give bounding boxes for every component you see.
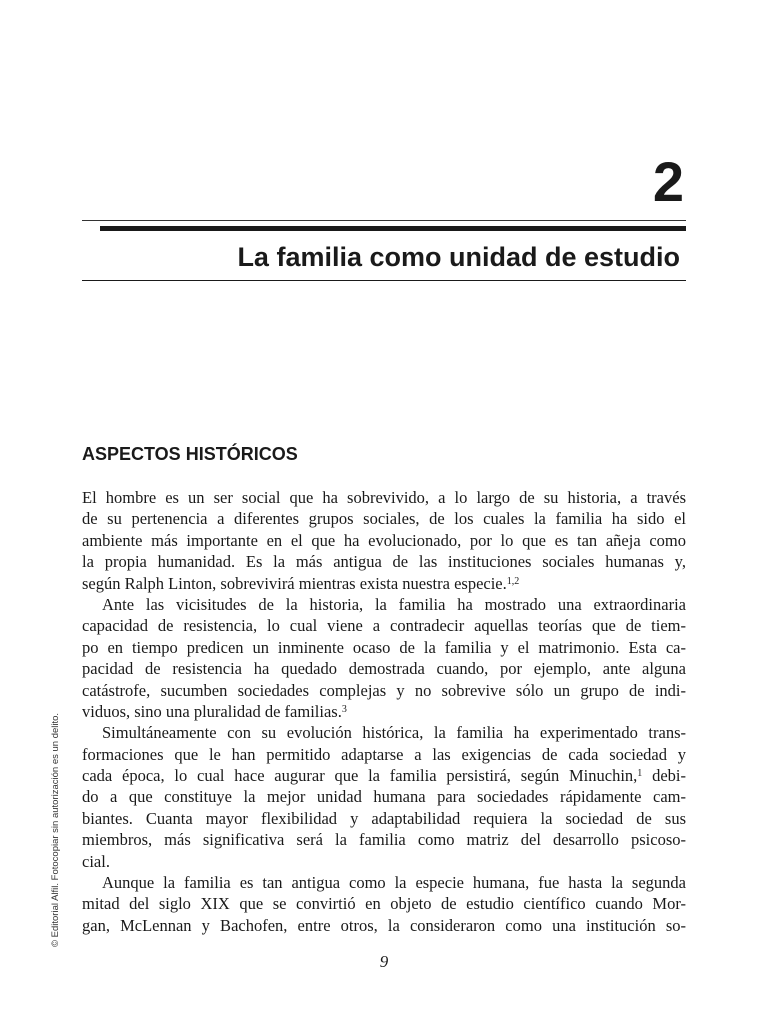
footnote-ref: 3 xyxy=(341,703,347,715)
text-line: mitad del siglo XIX que se convirtió en objeto de estudio científico cuando Mor- xyxy=(82,894,686,914)
header-rule-thick xyxy=(100,226,686,231)
text-line: cada época, lo cual hace augurar que la familia persistirá, según Minuchin,$^1$ debi- xyxy=(82,766,686,786)
text-line: Simultáneamente con su evolución histórica, la familia ha experimentado trans- xyxy=(102,723,686,743)
text-line: pacidad de resistencia ha quedado demostrada cuando, por ejemplo, ante alguna xyxy=(82,659,686,679)
text-line: viduos, sino una pluralidad de familias.$^3$ xyxy=(82,701,347,721)
section-heading: ASPECTOS HISTÓRICOS xyxy=(82,444,298,464)
text-line: catástrofe, sucumben sociedades complejas y no sobrevive sólo un grupo de indi- xyxy=(82,680,686,700)
text-line: Aunque la familia es tan antigua como la especie humana, fue hasta la segunda xyxy=(102,873,686,893)
text-line: la propia humanidad. Es la más antigua de las instituciones sociales humanas y, xyxy=(82,552,686,572)
body-text xyxy=(82,487,686,936)
text-line: cial. xyxy=(82,851,110,871)
text-line: ambiente más importante en el que ha evolucionado, por lo que es tan añeja como xyxy=(82,530,686,550)
text-line: Ante las vicisitudes de la historia, la familia ha mostrado una extraordinaria xyxy=(102,594,686,614)
copyright-notice: © Editorial Alfil. Fotocopiar sin autorización es un delito. xyxy=(50,712,61,947)
page-number: 9 xyxy=(379,952,389,971)
text-line: El hombre es un ser social que ha sobrevivido, a lo largo de su historia, a través xyxy=(82,488,686,507)
chapter-title: La familia como unidad de estudio xyxy=(237,242,680,272)
text-line: según Ralph Linton, sobrevivirá mientras exista nuestra especie.$^{1,2}$ xyxy=(82,573,520,593)
header-rule-thin xyxy=(82,220,686,221)
text-line: formaciones que le han permitido adaptarse a las exigencias de cada sociedad y xyxy=(82,744,686,764)
text-line: do a que constituye la mejor unidad humana para sociedades rápidamente cam- xyxy=(82,787,686,807)
text-line: biantes. Cuanta mayor flexibilidad y adaptabilidad requiera la sociedad de sus xyxy=(82,808,686,828)
footnote-ref: 1,2 xyxy=(506,575,520,587)
footnote-ref: 1 xyxy=(637,768,643,780)
chapter-number: 2 xyxy=(652,150,684,213)
copyright-margin xyxy=(50,697,62,947)
text-line: de su pertenencia a diferentes grupos sociales, de los cuales la familia ha sido el xyxy=(82,509,686,529)
text-line: capacidad de resistencia, lo cual viene a contradecir aquellas teorías que de tiem- xyxy=(82,616,686,636)
text-line: po en tiempo predicen un inminente ocaso de la familia y el matrimonio. Esta ca- xyxy=(82,637,686,657)
text-line: gan, McLennan y Bachofen, entre otros, la consideraron como una institución so- xyxy=(82,915,686,935)
title-underline-rule xyxy=(82,280,686,281)
text-line: miembros, más significativa será la familia como matriz del desarrollo psicoso- xyxy=(82,830,686,850)
